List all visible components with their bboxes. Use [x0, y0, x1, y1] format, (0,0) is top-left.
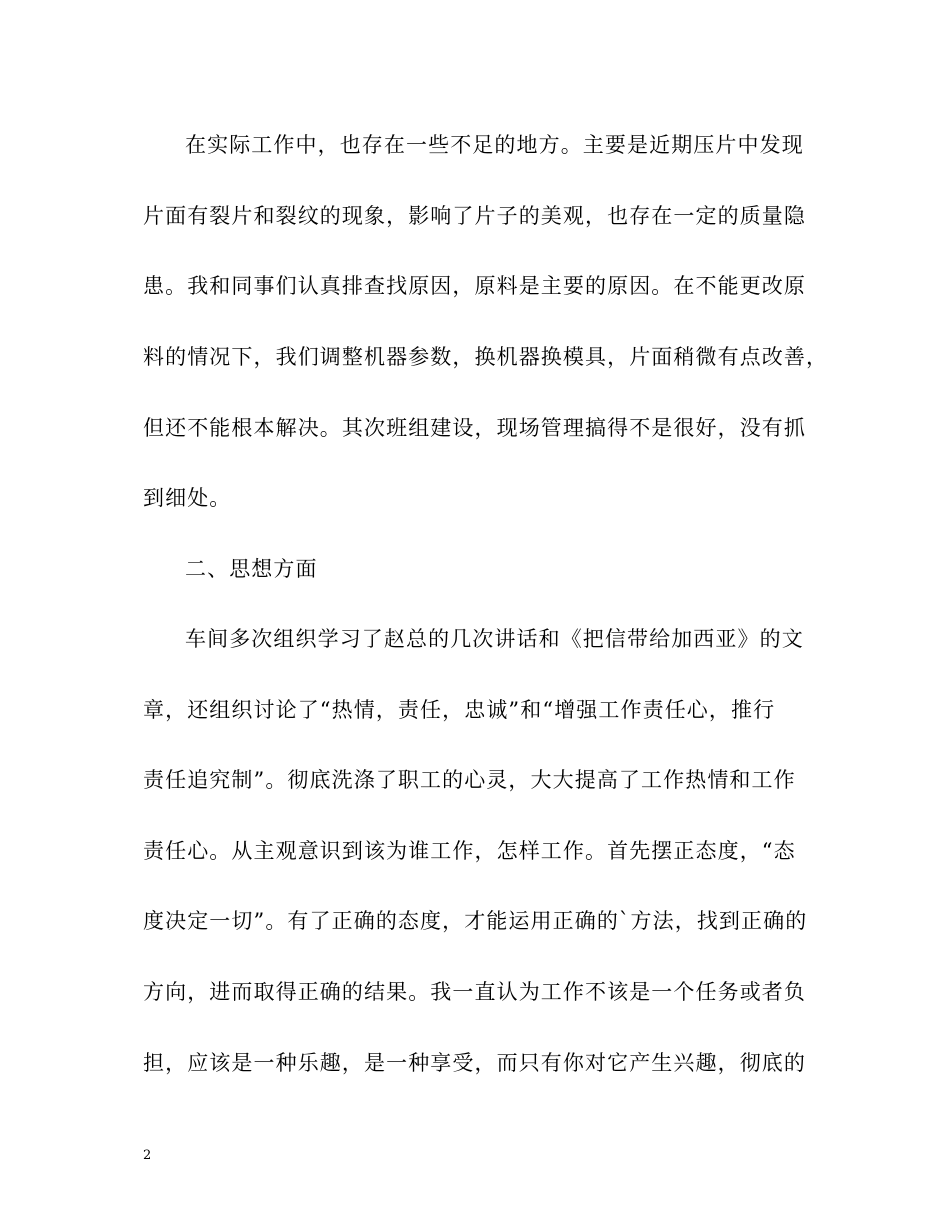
page-number: 2: [143, 1148, 152, 1163]
paragraph-line: 度决定一切”。有了正确的态度，才能运用正确的`方法，找到正确的: [143, 909, 808, 933]
paragraph-line: 料的情况下，我们调整机器参数，换机器换模具，片面稍微有点改善，: [143, 345, 829, 369]
paragraph-line: 到细处。: [143, 486, 232, 510]
paragraph-line: 担，应该是一种乐趣，是一种享受，而只有你对它产生兴趣，彻底的: [143, 1051, 806, 1075]
paragraph-line: 方向，进而取得正确的结果。我一直认为工作不该是一个任务或者负: [143, 980, 806, 1004]
paragraph-line: 章，还组织讨论了“热情，责任，忠诚”和“增强工作责任心，推行: [143, 698, 776, 722]
paragraph-line: 车间多次组织学习了赵总的几次讲话和《把信带给加西亚》的文: [185, 627, 804, 651]
paragraph-line: 责任心。从主观意识到该为谁工作，怎样工作。首先摆正态度，“态: [143, 839, 796, 863]
section-heading: 二、思想方面: [185, 557, 318, 581]
paragraph-line: 在实际工作中，也存在一些不足的地方。主要是近期压片中发现: [185, 133, 804, 157]
paragraph-line: 但还不能根本解决。其次班组建设，现场管理搞得不是很好，没有抓: [143, 416, 806, 440]
paragraph-line: 患。我和同事们认真排查找原因，原料是主要的原因。在不能更改原: [143, 274, 806, 298]
paragraph-line: 责任追究制”。彻底洗涤了职工的心灵，大大提高了工作热情和工作: [143, 768, 796, 792]
paragraph-line: 片面有裂片和裂纹的现象，影响了片子的美观，也存在一定的质量隐: [143, 204, 806, 228]
